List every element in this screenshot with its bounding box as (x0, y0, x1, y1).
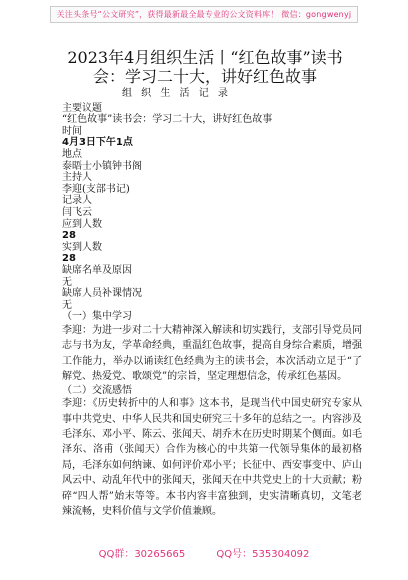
actual-count-value: 28 (62, 253, 76, 265)
topic-value: “红色故事”读书会：学习二十大，讲好红色故事 (62, 114, 273, 126)
section-heading: （一）集中学习 (62, 311, 132, 323)
header-banner-text: 关注头条号“公文研究”，获得最新最全最专业的公文资料库！ 微信：gongwenyj (50, 6, 359, 23)
record-body (62, 88, 362, 519)
actual-count-label: 实到人数 (62, 241, 102, 253)
expected-count-value: 28 (62, 230, 76, 242)
qq-number: QQ号：535304092 (216, 549, 310, 560)
section-exchange (62, 385, 362, 520)
recorder-label: 记录人 (62, 195, 92, 207)
document-title: 2023年4月组织生活丨“红色故事”读书会：学习二十大，讲好红色故事 (67, 48, 343, 86)
host-value: 李迎(支部书记) (62, 183, 130, 195)
section-study (62, 311, 362, 384)
host-label: 主持人 (62, 172, 92, 184)
absent-label: 缺席名单及原因 (62, 264, 132, 276)
qq-group: QQ群：30265665 (98, 549, 186, 560)
place-value: 泰晤士小镇钟书阁 (62, 160, 142, 172)
record-caption: 组 织 生 活 记 录 (122, 88, 231, 99)
section-text: 李迎：《历史转折中的人和事》这本书，是现当代中国史研究专家从事中共党史、中华人民共和国史研究三十多年的总结之一。内容涉及毛泽东、邓小平、陈云、张闻天、胡乔木在历史时期某个侧面。如毛泽东、洛甫（张闻天）合作为核心的中共第一代领导集体的最初格局，毛泽东如何纳谏、如何评价邓小平；长征中、西安事变中、庐山风云中、动乱年代中的张闻天，张闻天在中共党史上的十大贡献；粉碎“四人帮”始末等等。本书内容丰富独到，史实清晰真切，文笔老辣流畅，史料价值与文学价值兼顾。 (62, 398, 362, 517)
footer-contact (0, 545, 408, 560)
absent-value: 无 (62, 276, 72, 288)
time-label: 时间 (62, 125, 82, 137)
recorder-value: 闫飞云 (62, 206, 92, 218)
topic-label: 主要议题 (62, 102, 102, 114)
section-text: 李迎：为进一步对二十大精神深入解读和切实践行，支部引导党员同志与书为友，学革命经典，重温红色故事，提高自身综合素质，增强工作能力，举办以诵读红色经典为主的读书会，本次活动立足于“了解党、热爱党、歌颂党”的宗旨，坚定理想信念，传承红色基因。 (62, 324, 362, 383)
expected-count-label: 应到人数 (62, 218, 102, 230)
makeup-value: 无 (62, 299, 72, 311)
section-heading: （二）交流感悟 (62, 384, 132, 396)
header-banner (0, 0, 408, 34)
time-value: 4月3日下午1点 (62, 137, 133, 149)
makeup-label: 缺席人员补课情况 (62, 288, 142, 300)
place-label: 地点 (62, 148, 82, 160)
